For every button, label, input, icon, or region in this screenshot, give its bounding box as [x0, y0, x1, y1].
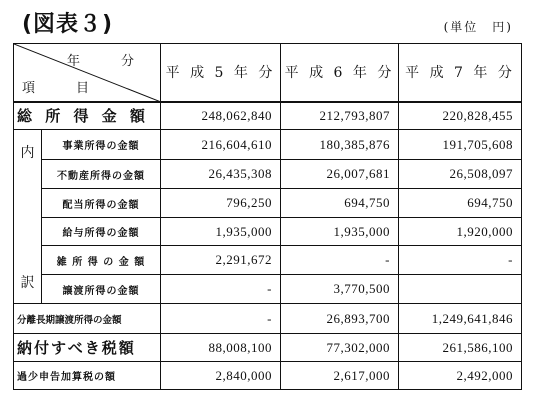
row-label: 不動産所得の金額: [42, 160, 161, 189]
table-cell: 248,062,840: [161, 102, 281, 130]
table-row: [14, 334, 522, 362]
table-row: [14, 275, 522, 304]
row-label: 雑 所 得 の 金 額: [42, 246, 161, 275]
row-label: 譲渡所得の金額: [42, 275, 161, 304]
row-label: 配当所得の金額: [42, 189, 161, 218]
table-cell: 2,492,000: [399, 362, 522, 390]
table-row: [14, 189, 522, 218]
table-cell: 1,935,000: [281, 218, 399, 246]
table-cell: 26,435,308: [161, 160, 281, 189]
table-cell: 191,705,608: [399, 130, 522, 160]
table-cell: 2,617,000: [281, 362, 399, 390]
side-char-wake: 訳: [20, 274, 35, 291]
unit-label: (単位 円): [443, 20, 513, 34]
year-header-h5: 平 成 5 年 分: [161, 44, 281, 102]
table-cell: 694,750: [281, 189, 399, 218]
table-cell: 220,828,455: [399, 102, 522, 130]
table-cell: 796,250: [161, 189, 281, 218]
table-row: [14, 246, 522, 275]
table-cell: 261,586,100: [399, 334, 522, 362]
table-cell: 26,508,097: [399, 160, 522, 189]
table-cell: 216,604,610: [161, 130, 281, 160]
table-cell: -: [161, 304, 281, 334]
table-row: [14, 362, 522, 390]
side-char-uchi: 内: [20, 144, 35, 161]
table-cell: -: [399, 246, 522, 275]
table-cell: 3,770,500: [281, 275, 399, 304]
table-cell: 180,385,876: [281, 130, 399, 160]
table-row: [14, 304, 522, 334]
table-cell: 694,750: [399, 189, 522, 218]
table-cell: -: [281, 246, 399, 275]
row-label: 給与所得の金額: [42, 218, 161, 246]
table-cell: 26,007,681: [281, 160, 399, 189]
table-cell: [399, 275, 522, 304]
row-label: 総 所 得 金 額: [14, 102, 161, 130]
row-label: 分離長期譲渡所得の金額: [14, 304, 161, 334]
table-row: [14, 218, 522, 246]
table-cell: 1,920,000: [399, 218, 522, 246]
table-cell: -: [161, 275, 281, 304]
table-row: [14, 102, 522, 130]
table-cell: 212,793,807: [281, 102, 399, 130]
breakdown-side-label: [14, 130, 42, 304]
row-label: 過少申告加算税の額: [14, 362, 161, 390]
year-header-h6: 平 成 6 年 分: [281, 44, 399, 102]
year-header-h7: 平 成 7 年 分: [399, 44, 522, 102]
table-row: [14, 160, 522, 189]
table-cell: 2,840,000: [161, 362, 281, 390]
header-row: [14, 44, 522, 102]
table-cell: 88,008,100: [161, 334, 281, 362]
table-cell: 2,291,672: [161, 246, 281, 275]
income-table: [13, 43, 522, 390]
table-cell: 26,893,700: [281, 304, 399, 334]
column-axis-label: 年 分: [66, 54, 148, 69]
table-cell: 77,302,000: [281, 334, 399, 362]
figure-title: (図表３): [22, 12, 114, 37]
row-label: 事業所得の金額: [42, 130, 161, 160]
row-label: 納付すべき税額: [14, 334, 161, 362]
header-corner: [14, 44, 161, 102]
table-cell: 1,249,641,846: [399, 304, 522, 334]
row-axis-label: 項 目: [22, 80, 104, 96]
table-cell: 1,935,000: [161, 218, 281, 246]
table-row: [14, 130, 522, 160]
